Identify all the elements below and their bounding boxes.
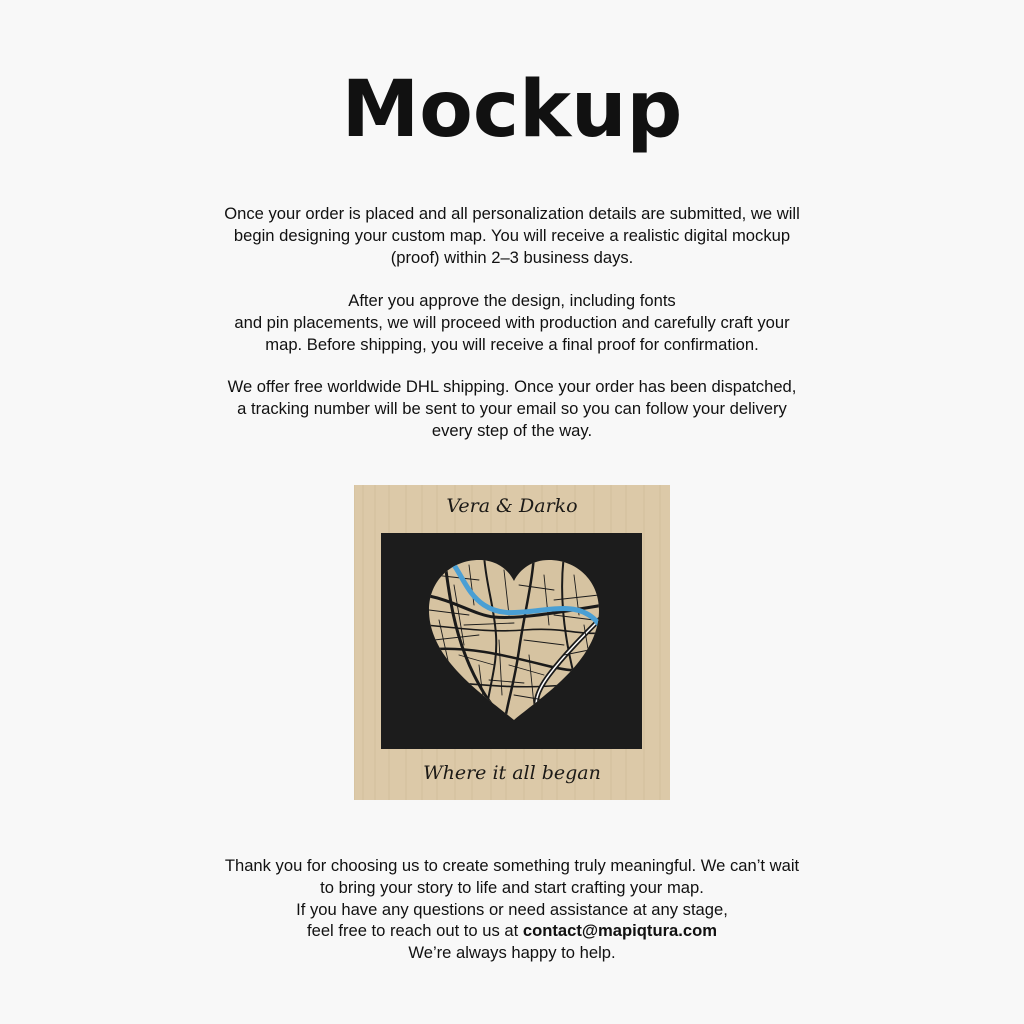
text-line: Thank you for choosing us to create something truly meaningful. We can’t wait	[224, 856, 800, 875]
closing-paragraph	[162, 855, 862, 964]
intro-paragraph-approval	[162, 290, 862, 355]
mockup-frame-image	[354, 485, 670, 800]
text-line: We’re always happy to help.	[408, 943, 616, 963]
page-title: Mockup	[341, 65, 683, 155]
contact-prefix: feel free to reach out to us at	[306, 921, 519, 941]
text-line: begin designing your custom map. You will receive a realistic digital mockup	[233, 225, 791, 245]
text-line: a tracking number will be sent to your email so you can follow your delivery	[237, 398, 787, 418]
text-line: We offer free worldwide DHL shipping. Once your order has been dispatched,	[227, 377, 797, 396]
frame-names-text: Vera & Darko	[446, 495, 578, 517]
text-line: If you have any questions or need assistance at any stage,	[296, 899, 728, 919]
text-line: After you approve the design, including fonts	[348, 291, 676, 310]
intro-paragraph-proof	[162, 203, 862, 268]
text-line: Once your order is placed and all personalization details are submitted, we will	[224, 204, 800, 223]
text-line: and pin placements, we will proceed with production and carefully craft your	[234, 312, 790, 332]
heart-map-icon	[424, 555, 604, 725]
contact-email-link[interactable]: contact@mapiqtura.com	[522, 921, 717, 941]
text-line: every step of the way.	[431, 420, 593, 440]
text-line: map. Before shipping, you will receive a final proof for confirmation.	[265, 334, 759, 354]
contact-line	[162, 920, 862, 942]
frame-caption-text: Where it all began	[423, 762, 601, 784]
intro-paragraph-shipping	[162, 376, 862, 441]
text-line: (proof) within 2–3 business days.	[390, 247, 634, 267]
text-line: to bring your story to life and start crafting your map.	[320, 877, 704, 897]
